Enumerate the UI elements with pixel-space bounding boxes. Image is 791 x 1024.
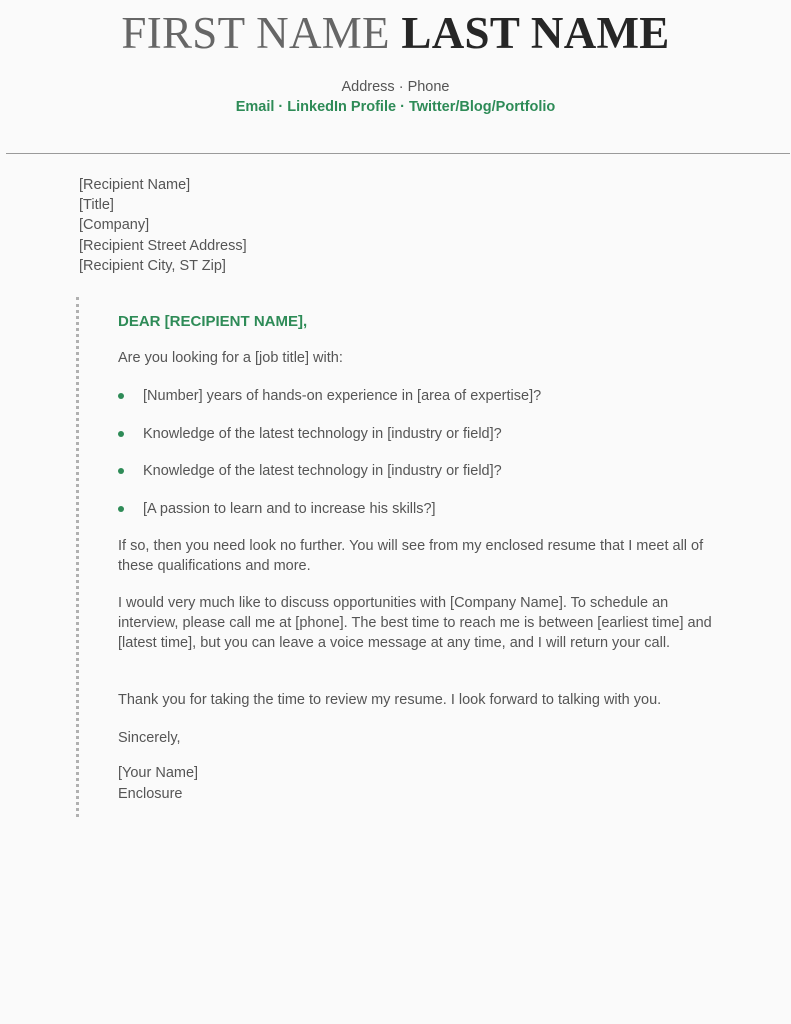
bullet-icon	[118, 506, 124, 512]
recipient-name: [Recipient Name]	[79, 177, 191, 193]
bullet-text: Knowledge of the latest technology in [industry or field]?	[143, 426, 502, 442]
signature-name: [Your Name]	[118, 765, 199, 781]
bullet-icon	[118, 393, 124, 399]
last-name: LAST NAME	[401, 8, 670, 58]
list-item	[118, 499, 718, 519]
paragraph-qualifications: If so, then you need look no further. You will see from my enclosed resume that I meet all of these qualifications and more.	[118, 538, 704, 574]
intro-paragraph: Are you looking for a [job title] with:	[118, 350, 343, 366]
closing: Sincerely,	[118, 730, 181, 746]
salutation: DEAR [RECIPIENT NAME],	[118, 313, 308, 330]
bullet-text: [A passion to learn and to increase his skills?]	[143, 501, 436, 517]
bullet-text: Knowledge of the latest technology in [industry or field]?	[143, 463, 502, 479]
paragraph-thanks: Thank you for taking the time to review my resume. I look forward to talking with you.	[118, 692, 662, 708]
bullet-icon	[118, 468, 124, 474]
links-line: Email · LinkedIn Profile · Twitter/Blog/Portfolio	[235, 99, 556, 115]
list-item	[118, 461, 718, 481]
paragraph-opportunities: I would very much like to discuss opportunities with [Company Name]. To schedule an interview, please call me at [phone]. The best time to reach me is between [earliest time] and [latest time], but you can leave a voice message at any time, and I will return your call.	[118, 595, 712, 651]
contact-line: Address · Phone	[341, 79, 450, 95]
list-item	[118, 386, 718, 406]
enclosure-note: Enclosure	[118, 786, 183, 802]
recipient-street: [Recipient Street Address]	[79, 237, 247, 254]
list-item	[118, 424, 718, 444]
dotted-margin-rule	[76, 297, 79, 817]
bullet-text: [Number] years of hands-on experience in [area of expertise]?	[143, 388, 542, 404]
bullet-icon	[118, 431, 124, 437]
recipient-city: [Recipient City, ST Zip]	[79, 257, 226, 274]
first-name: FIRST NAME	[121, 8, 390, 58]
name-header	[0, 6, 791, 60]
header-divider	[6, 153, 790, 154]
recipient-title: [Title]	[79, 197, 114, 214]
recipient-company: [Company]	[79, 217, 150, 234]
recipient-block	[79, 175, 247, 276]
